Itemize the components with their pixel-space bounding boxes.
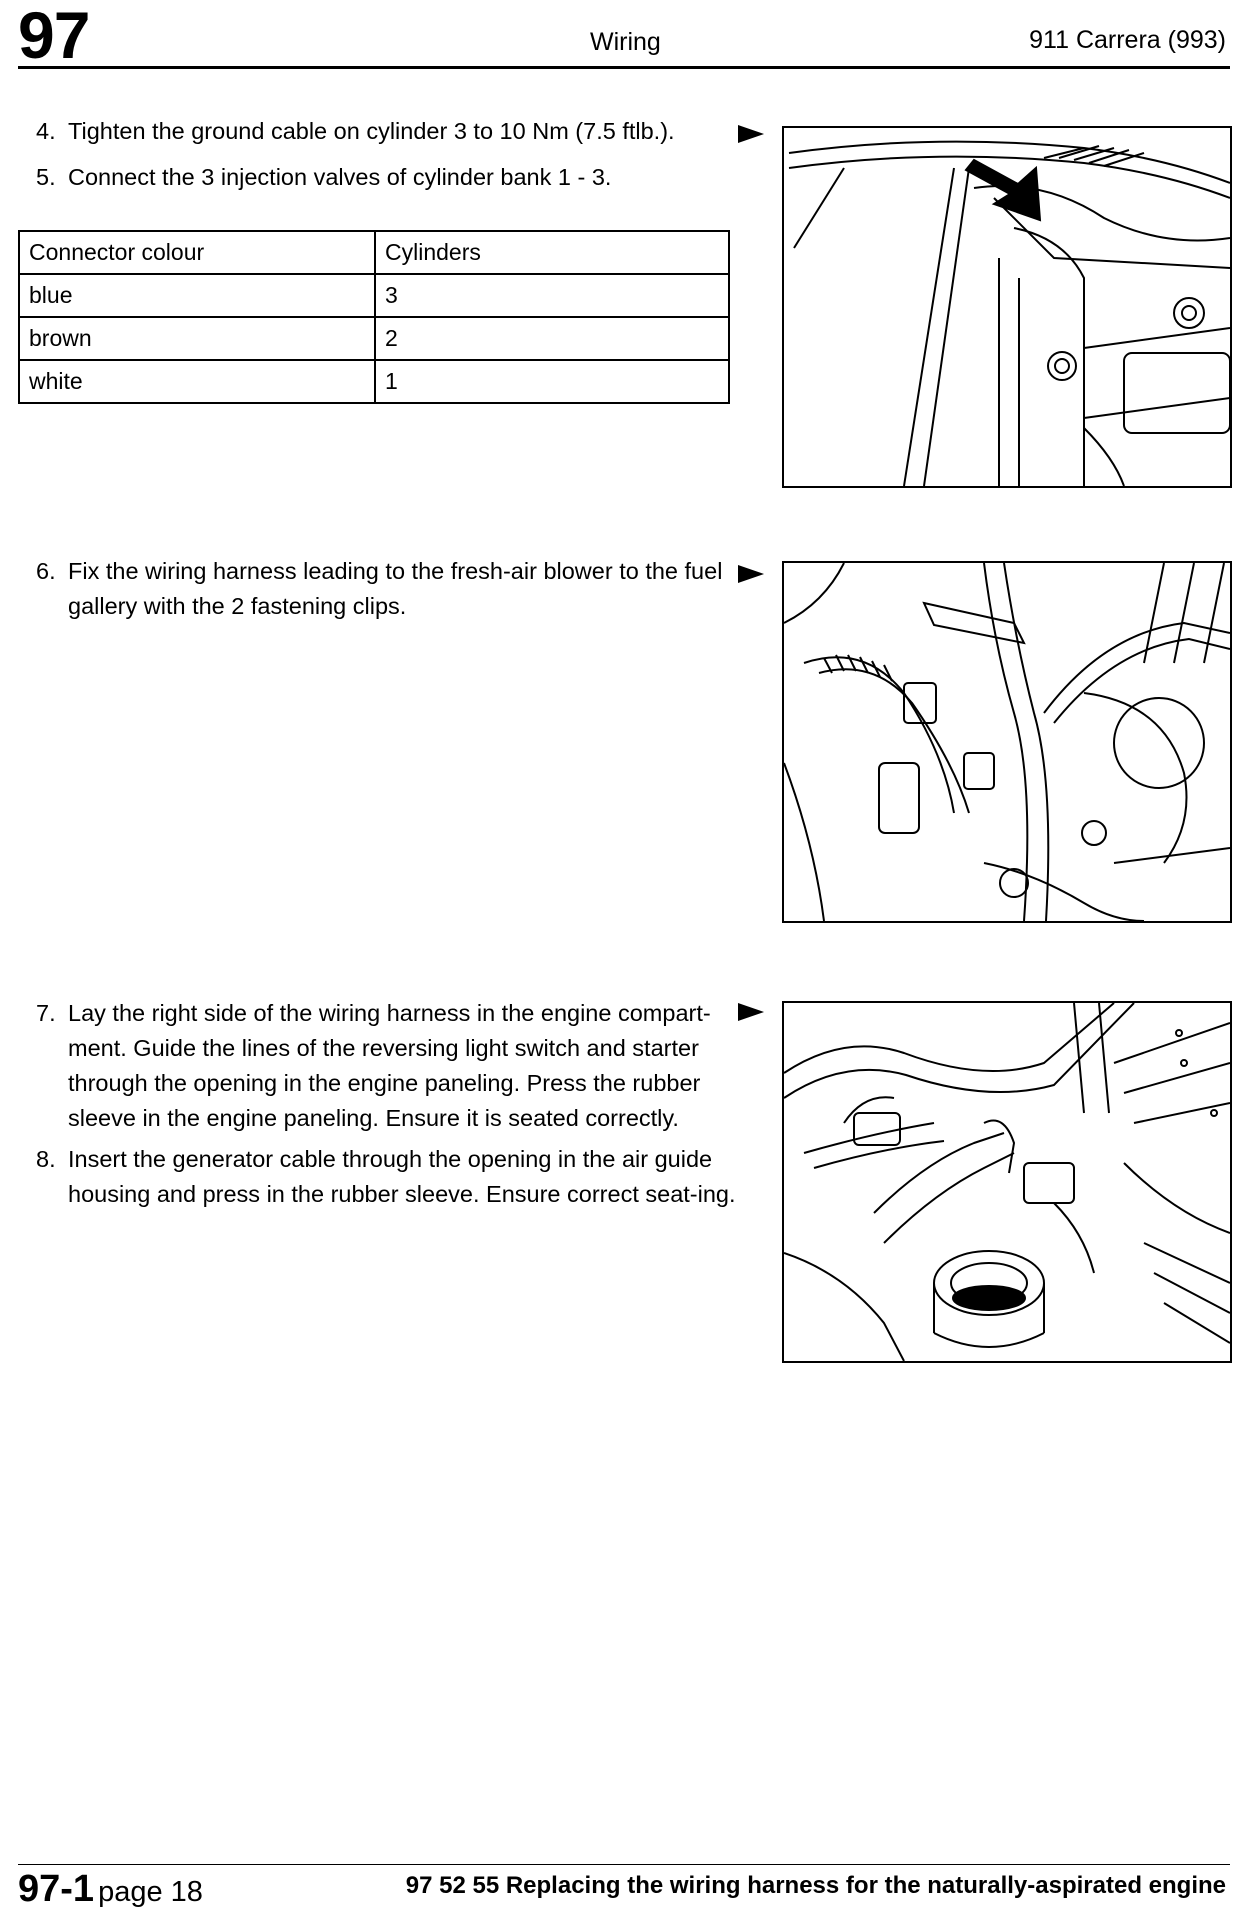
footer-section-code: 97-1: [18, 1868, 95, 1910]
figure-fresh-air-blower-harness-clips: [782, 561, 1232, 923]
step-number: 6.: [36, 558, 56, 584]
step-5: [36, 160, 736, 195]
figure-ground-cable-cylinder-3: [782, 126, 1232, 488]
table-row: [19, 317, 729, 360]
footer-rule: [18, 1864, 1230, 1865]
step-number: 5.: [36, 164, 56, 190]
vehicle-model: 911 Carrera (993): [1029, 26, 1226, 54]
step-text: Tighten the ground cable on cylinder 3 to 10 Nm (7.5 ftlb.).: [68, 118, 675, 144]
figure-pointer-arrow-2: [738, 565, 764, 583]
table-header-row: [19, 231, 729, 274]
step-8: [36, 1142, 736, 1212]
step-number: 7.: [36, 1000, 56, 1026]
step-number: 8.: [36, 1146, 56, 1172]
footer-page-reference: [18, 1868, 203, 1911]
section-title: Wiring: [590, 28, 661, 56]
step-text: Connect the 3 injection valves of cylinder bank 1 - 3.: [68, 164, 612, 190]
table-cell: 2: [375, 317, 729, 360]
table-header-cell: Cylinders: [375, 231, 729, 274]
header-rule: [18, 66, 1230, 69]
table-row: [19, 360, 729, 403]
step-text: Lay the right side of the wiring harness in the engine compart-ment. Guide the lines of the reversing light switch and starter through the opening in the engine paneling. Press the rubber sleeve in the engine paneling. Ensure it is seated correctly.: [68, 1000, 711, 1131]
step-text: Insert the generator cable through the opening in the air guide housing and press in the rubber sleeve. Ensure correct seat-ing.: [68, 1146, 736, 1207]
figure-pointer-arrow-3: [738, 1003, 764, 1021]
footer-document-title: 97 52 55 Replacing the wiring harness for the naturally-aspirated engine: [405, 1872, 1226, 1899]
table-cell: blue: [19, 274, 375, 317]
section-number: 97: [18, 0, 90, 72]
step-text: Fix the wiring harness leading to the fresh-air blower to the fuel gallery with the 2 fastening clips.: [68, 558, 723, 619]
step-7: [36, 996, 736, 1136]
table-cell: 1: [375, 360, 729, 403]
table-header-cell: Connector colour: [19, 231, 375, 274]
step-4: [36, 114, 736, 149]
step-6: [36, 554, 736, 624]
figure-engine-compartment-rubber-sleeve: [782, 1001, 1232, 1363]
step-number: 4.: [36, 118, 56, 144]
figure-pointer-arrow-1: [738, 125, 764, 143]
footer-page-number: page 18: [98, 1876, 203, 1908]
table-cell: white: [19, 360, 375, 403]
table-row: [19, 274, 729, 317]
table-cell: 3: [375, 274, 729, 317]
table-cell: brown: [19, 317, 375, 360]
connector-table: [18, 230, 730, 404]
